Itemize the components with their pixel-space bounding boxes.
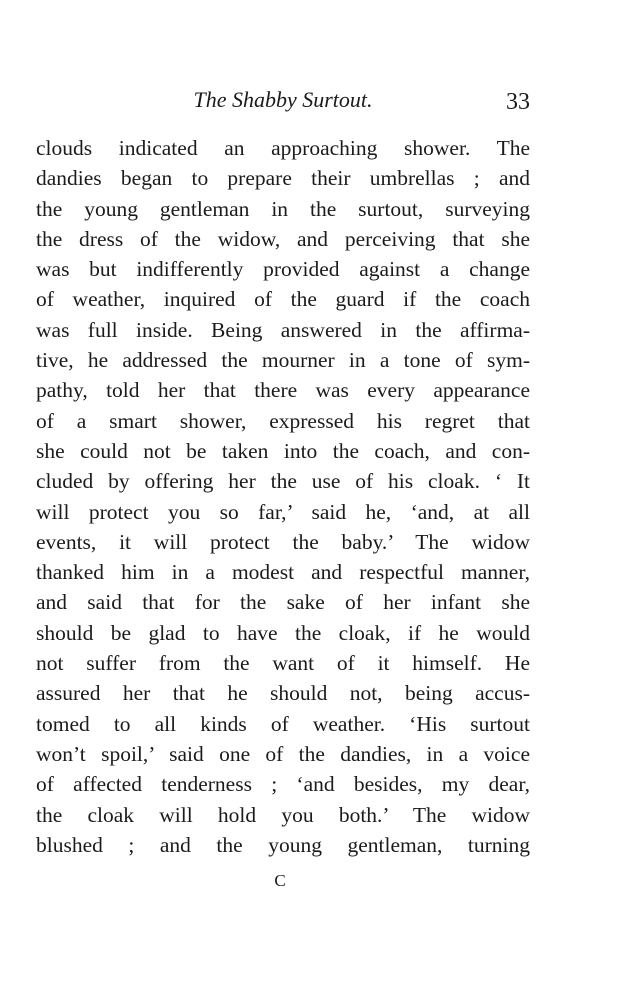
text-line: the young gentleman in the surtout, surveying — [36, 196, 530, 221]
text-line: clouds indicated an approaching shower. The — [36, 136, 530, 160]
body-text — [36, 133, 530, 860]
text-line: dandies began to prepare their umbrellas ; and — [36, 166, 530, 191]
text-line: should be glad to have the cloak, if he would — [36, 620, 530, 645]
signature-mark: C — [274, 871, 286, 890]
text-line: cluded by offering her the use of his cloak. ‘ It — [36, 469, 530, 494]
text-line: assured her that he should not, being accus- — [36, 681, 530, 706]
page-number: 33 — [506, 89, 530, 115]
text-line: events, it will protect the baby.’ The widow — [36, 529, 530, 554]
text-line: pathy, told her that there was every appearance — [36, 378, 530, 403]
text-line: was full inside. Being answered in the affirma- — [36, 317, 530, 342]
text-line: of a smart shower, expressed his regret that — [36, 408, 530, 433]
text-line: not suffer from the want of it himself. He — [36, 651, 530, 676]
text-line: and said that for the sake of her infant she — [36, 590, 530, 615]
text-line: blushed ; and the young gentleman, turning — [36, 832, 530, 857]
text-line: the cloak will hold you both.’ The widow — [36, 802, 530, 827]
text-line: of affected tenderness ; ‘and besides, my dear, — [36, 772, 530, 797]
text-line: tive, he addressed the mourner in a tone of sym- — [36, 348, 530, 373]
text-line: was but indifferently provided against a change — [36, 257, 530, 282]
running-title: The Shabby Surtout. — [193, 87, 373, 112]
text-line: of weather, inquired of the guard if the coach — [36, 287, 530, 312]
text-line: she could not be taken into the coach, and con- — [36, 438, 530, 463]
text-line: the dress of the widow, and perceiving that she — [36, 226, 530, 251]
text-line: tomed to all kinds of weather. ‘His surtout — [36, 711, 530, 736]
text-line: thanked him in a modest and respectful manner, — [36, 560, 530, 585]
text-line: will protect you so far,’ said he, ‘and, at all — [36, 499, 530, 524]
page-header — [36, 86, 530, 118]
text-line: won’t spoil,’ said one of the dandies, in a voice — [36, 741, 530, 766]
